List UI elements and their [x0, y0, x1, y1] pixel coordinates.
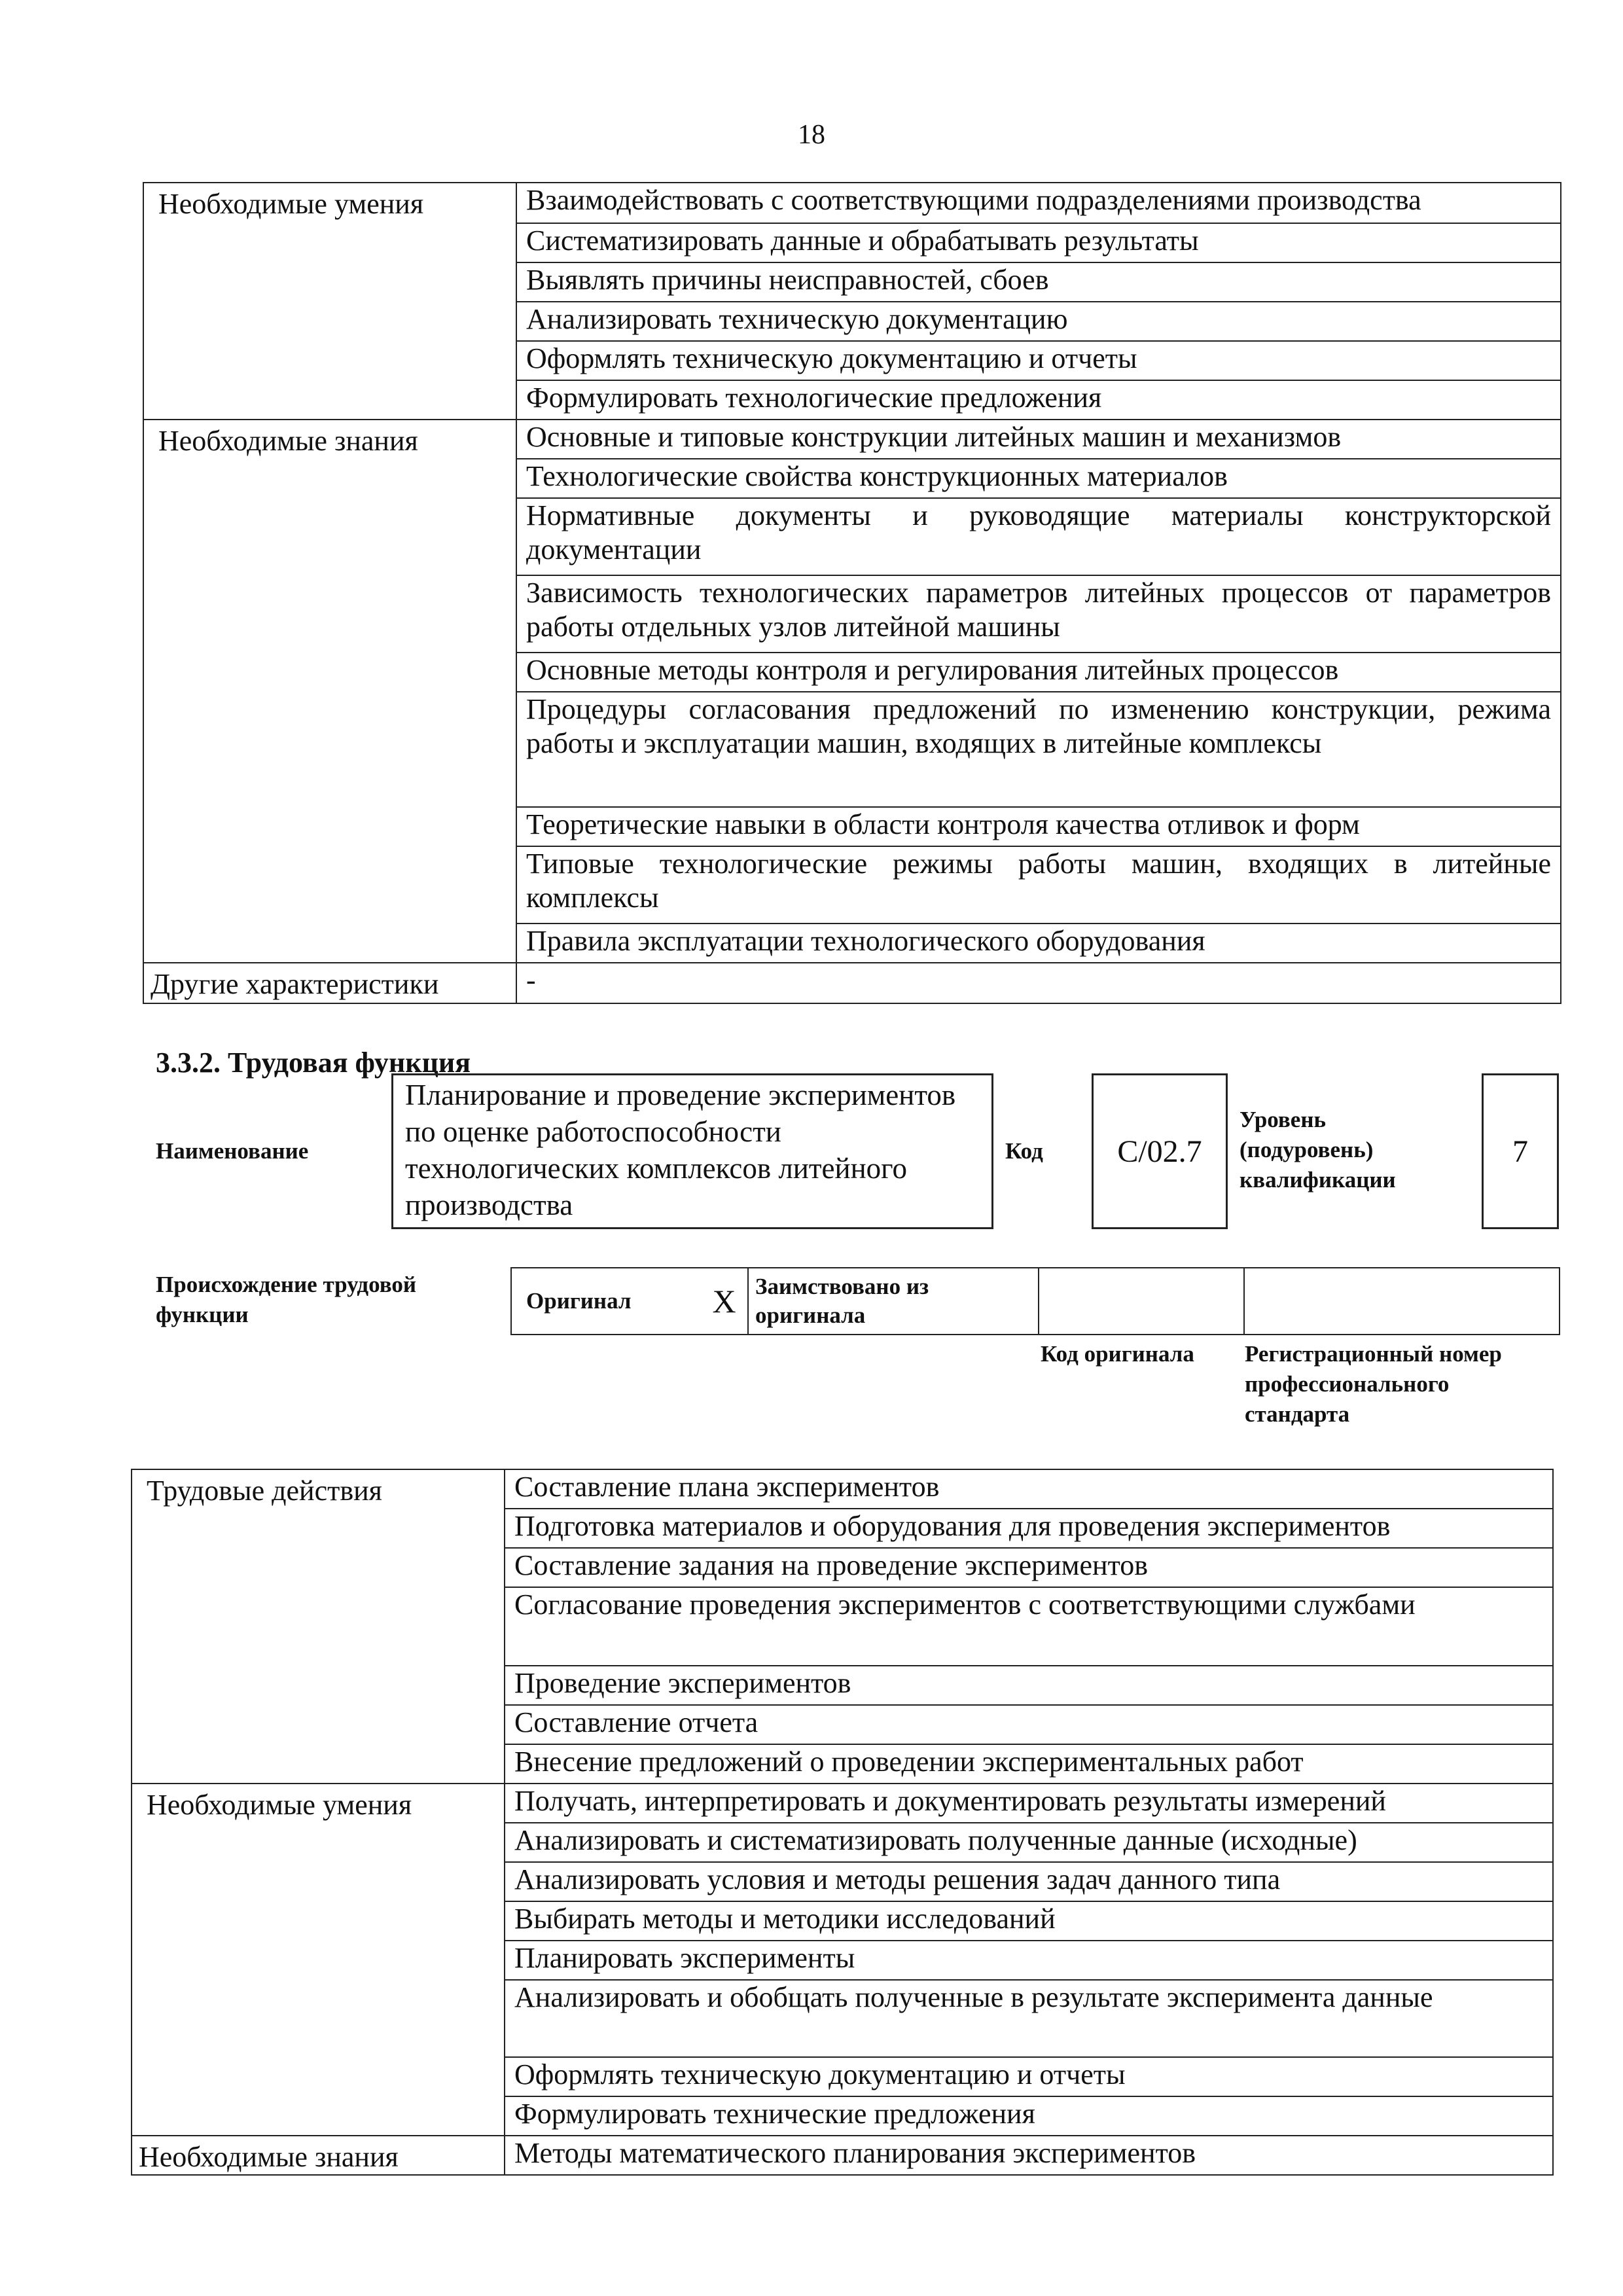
section-heading: 3.3.2. Трудовая функция [156, 1047, 471, 1079]
table-cell: Оформлять техническую документацию и отчеты [505, 2057, 1553, 2096]
table-cell: Выявлять причины неисправностей, сбоев [516, 262, 1561, 302]
table-cell: Составление плана экспериментов [505, 1469, 1553, 1509]
table-cell: Типовые технологические режимы работы машин, входящих в литейные комплексы [516, 846, 1561, 924]
row-label: Необходимые умения [143, 183, 516, 420]
reg-number-caption: Регистрационный номер профессионального стандарта [1245, 1341, 1502, 1427]
table-cell: Согласование проведения экспериментов с соответствующими службами [505, 1587, 1553, 1666]
code-original-cell [1039, 1268, 1244, 1335]
borrowed-label: Заимствовано из оригинала [748, 1268, 1039, 1335]
table-cell: Анализировать техническую документацию [516, 302, 1561, 341]
table-cell: Систематизировать данные и обрабатывать результаты [516, 223, 1561, 262]
skills-knowledge-table-1 [143, 182, 1561, 1004]
origin-table [510, 1267, 1560, 1335]
table-cell: Основные и типовые конструкции литейных машин и механизмов [516, 420, 1561, 459]
table-cell: Взаимодействовать с соответствующими подразделениями производства [516, 183, 1561, 223]
table-cell: Технологические свойства конструкционных материалов [516, 459, 1561, 498]
table-cell: - [516, 963, 1561, 1003]
table-cell: Оформлять техническую документацию и отчеты [516, 341, 1561, 380]
table-cell: Составление отчета [505, 1705, 1553, 1744]
table-cell: Формулировать технические предложения [505, 2096, 1553, 2136]
table-cell: Основные методы контроля и регулирования литейных процессов [516, 653, 1561, 692]
origin-label: Происхождение трудовой функции [156, 1272, 417, 1327]
table-cell: Анализировать и систематизировать полученные данные (исходные) [505, 1823, 1553, 1862]
table-cell: Планировать эксперименты [505, 1941, 1553, 1980]
row-label: Необходимые знания [132, 2136, 505, 2175]
level-value-box: 7 [1482, 1073, 1559, 1229]
row-label: Необходимые знания [143, 420, 516, 963]
page-number: 18 [798, 120, 825, 150]
table-cell: Получать, интерпретировать и документировать результаты измерений [505, 1784, 1553, 1823]
original-label: Оригинал [511, 1268, 701, 1335]
row-label: Необходимые умения [132, 1784, 505, 2136]
original-mark: X [701, 1268, 748, 1335]
table-cell: Внесение предложений о проведении экспериментальных работ [505, 1744, 1553, 1784]
reg-number-cell [1244, 1268, 1560, 1335]
table-cell: Нормативные документы и руководящие материалы конструкторской документации [516, 498, 1561, 575]
table-cell: Процедуры согласования предложений по изменению конструкции, режима работы и эксплуатации машин, входящих в литейные комплексы [516, 692, 1561, 807]
table-cell: Теоретические навыки в области контроля качества отливок и форм [516, 807, 1561, 846]
table-cell: Анализировать и обобщать полученные в результате эксперимента данные [505, 1980, 1553, 2057]
table-cell: Зависимость технологических параметров литейных процессов от параметров работы отдельных узлов литейной машины [516, 575, 1561, 653]
level-label: Уровень (подуровень) квалификации [1240, 1107, 1396, 1193]
code-label: Код [1005, 1138, 1043, 1164]
function-name-box: Планирование и проведение экспериментов по оценке работоспособности технологических комплексов литейного производства [391, 1073, 993, 1229]
table-cell: Формулировать технологические предложения [516, 380, 1561, 420]
table-cell: Составление задания на проведение экспериментов [505, 1548, 1553, 1587]
row-label: Трудовые действия [132, 1469, 505, 1784]
row-label: Другие характеристики [143, 963, 516, 1003]
table-cell: Анализировать условия и методы решения задач данного типа [505, 1862, 1553, 1901]
code-value-box: C/02.7 [1092, 1073, 1228, 1229]
actions-skills-knowledge-table-2 [131, 1469, 1554, 2176]
table-cell: Подготовка материалов и оборудования для проведения экспериментов [505, 1509, 1553, 1548]
table-cell: Методы математического планирования экспериментов [505, 2136, 1553, 2175]
code-original-caption: Код оригинала [1041, 1341, 1194, 1367]
name-label: Наименование [156, 1138, 309, 1164]
table-cell: Правила эксплуатации технологического оборудования [516, 924, 1561, 963]
table-cell: Проведение экспериментов [505, 1666, 1553, 1705]
table-cell: Выбирать методы и методики исследований [505, 1901, 1553, 1941]
